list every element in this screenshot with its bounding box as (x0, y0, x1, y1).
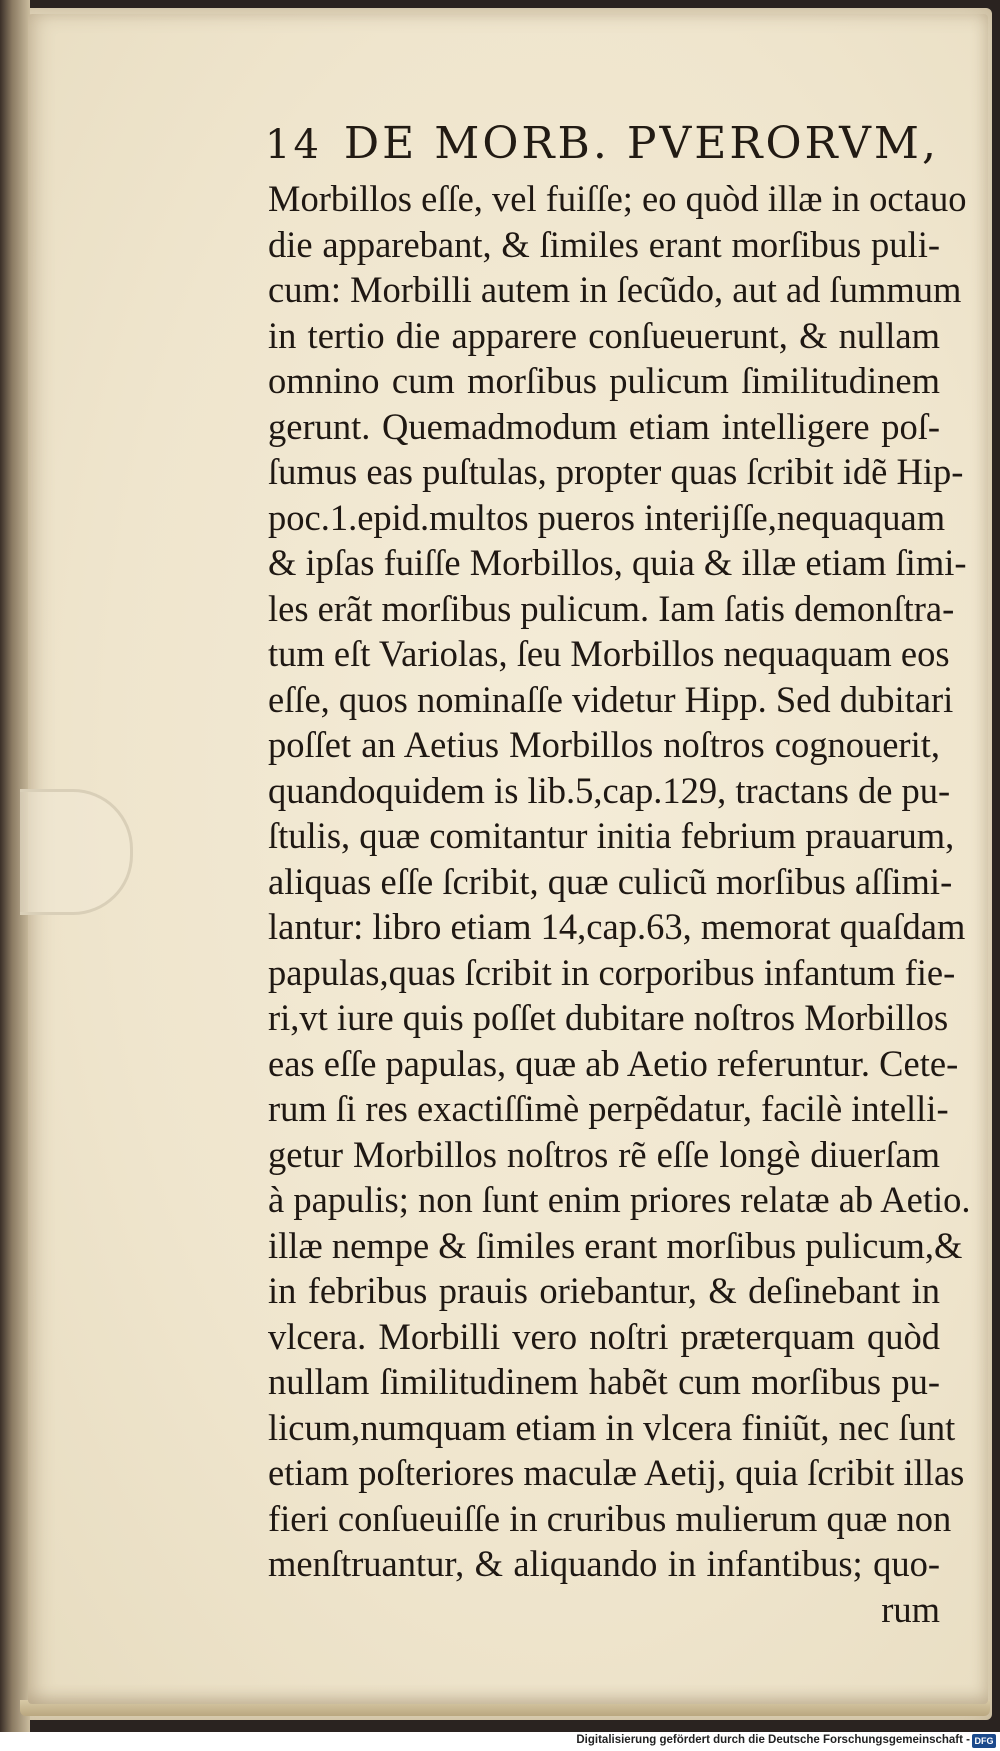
dfg-logo: DFG (972, 1734, 996, 1748)
digitization-footer (0, 1732, 1000, 1751)
text-line: lantur: libro etiam 14,cap.63, memorat quaſdam (268, 906, 966, 947)
text-line: fieri conſueuiſſe in cruribus mulierum quæ non (268, 1497, 952, 1539)
text-line: à papulis; non ſunt enim priores relatæ ab Aetio. (268, 1179, 971, 1220)
text-line: aliquas eſſe ſcribit, quæ culicũ morſibus aſſimi- (268, 860, 953, 902)
text-line: Morbillos eſſe, vel fuiſſe; eo quòd illæ in octauo (268, 178, 967, 219)
text-line: etiam poſteriores maculæ Aetij, quia ſcribit illas (268, 1452, 965, 1493)
text-line: poc.1.epid.multos pueros interijſſe,nequaquam (268, 496, 946, 538)
text-line: les erãt morſibus pulicum. Iam ſatis demonſtra- (268, 587, 955, 629)
text-line: in febribus prauis oriebantur, & deſinebant in (268, 1270, 940, 1311)
text-line: licum,numquam etiam in vlcera finiũt, nec ſunt (268, 1406, 956, 1448)
text-line: gerunt. Quemadmodum etiam intelligere poſ- (268, 405, 940, 447)
catchword: rum (881, 1588, 940, 1630)
running-head-title: DE MORB. PVERORVM, (343, 118, 939, 169)
text-line: poſſet an Aetius Morbillos noſtros cognouerit, (268, 724, 940, 765)
text-line: omnino cum morſibus pulicum ſimilitudinem (268, 360, 940, 401)
text-line: menſtruantur, & aliquando in infantibus; quo- (268, 1543, 940, 1584)
text-line: ri,vt iure quis poſſet dubitare noſtros Morbillos (268, 997, 949, 1038)
text-line: nullam ſimilitudinem habẽt cum morſibus pu- (268, 1361, 940, 1402)
text-line: cum: Morbilli autem in ſecũdo, aut ad ſummum (268, 269, 962, 310)
text-line: eſſe, quos nominaſſe videtur Hipp. Sed dubitari (268, 678, 954, 720)
text-line: eas eſſe papulas, quæ ab Aetio referuntur. Cete- (268, 1042, 959, 1084)
running-head (265, 118, 939, 169)
footer-credit: Digitalisierung gefördert durch die Deutsche Forschungsgemeinschaft - (576, 1734, 970, 1746)
page-number: 14 (265, 122, 322, 168)
text-line: illæ nempe & ſimiles erant morſibus pulicum,& (268, 1224, 963, 1266)
text-line: getur Morbillos noſtros rẽ eſſe longè diuerſam (268, 1133, 940, 1175)
text-line: die apparebant, & ſimiles erant morſibus puli- (268, 223, 940, 265)
text-line: papulas,quas ſcribit in corporibus infantum fie- (268, 951, 956, 993)
text-line: quandoquidem is lib.5,cap.129, tractans de pu- (268, 769, 951, 811)
text-line: rum ſi res exactiſſimè perpẽdatur, facilè intelli- (268, 1088, 949, 1129)
text-line: ſumus eas puſtulas, propter quas ſcribit idẽ Hip- (268, 451, 964, 492)
text-line: tum eſt Variolas, ſeu Morbillos nequaquam eos (268, 633, 950, 674)
text-line: vlcera. Morbilli vero noſtri præterquam quòd (268, 1315, 940, 1357)
text-line: in tertio die apparere conſueuerunt, & nullam (268, 314, 940, 356)
page-clip-mark (20, 789, 133, 915)
text-line: ſtulis, quæ comitantur initia febrium prauarum, (268, 815, 955, 856)
text-line: & ipſas fuiſſe Morbillos, quia & illæ etiam ſimi- (268, 542, 967, 583)
body-text (268, 176, 971, 1632)
